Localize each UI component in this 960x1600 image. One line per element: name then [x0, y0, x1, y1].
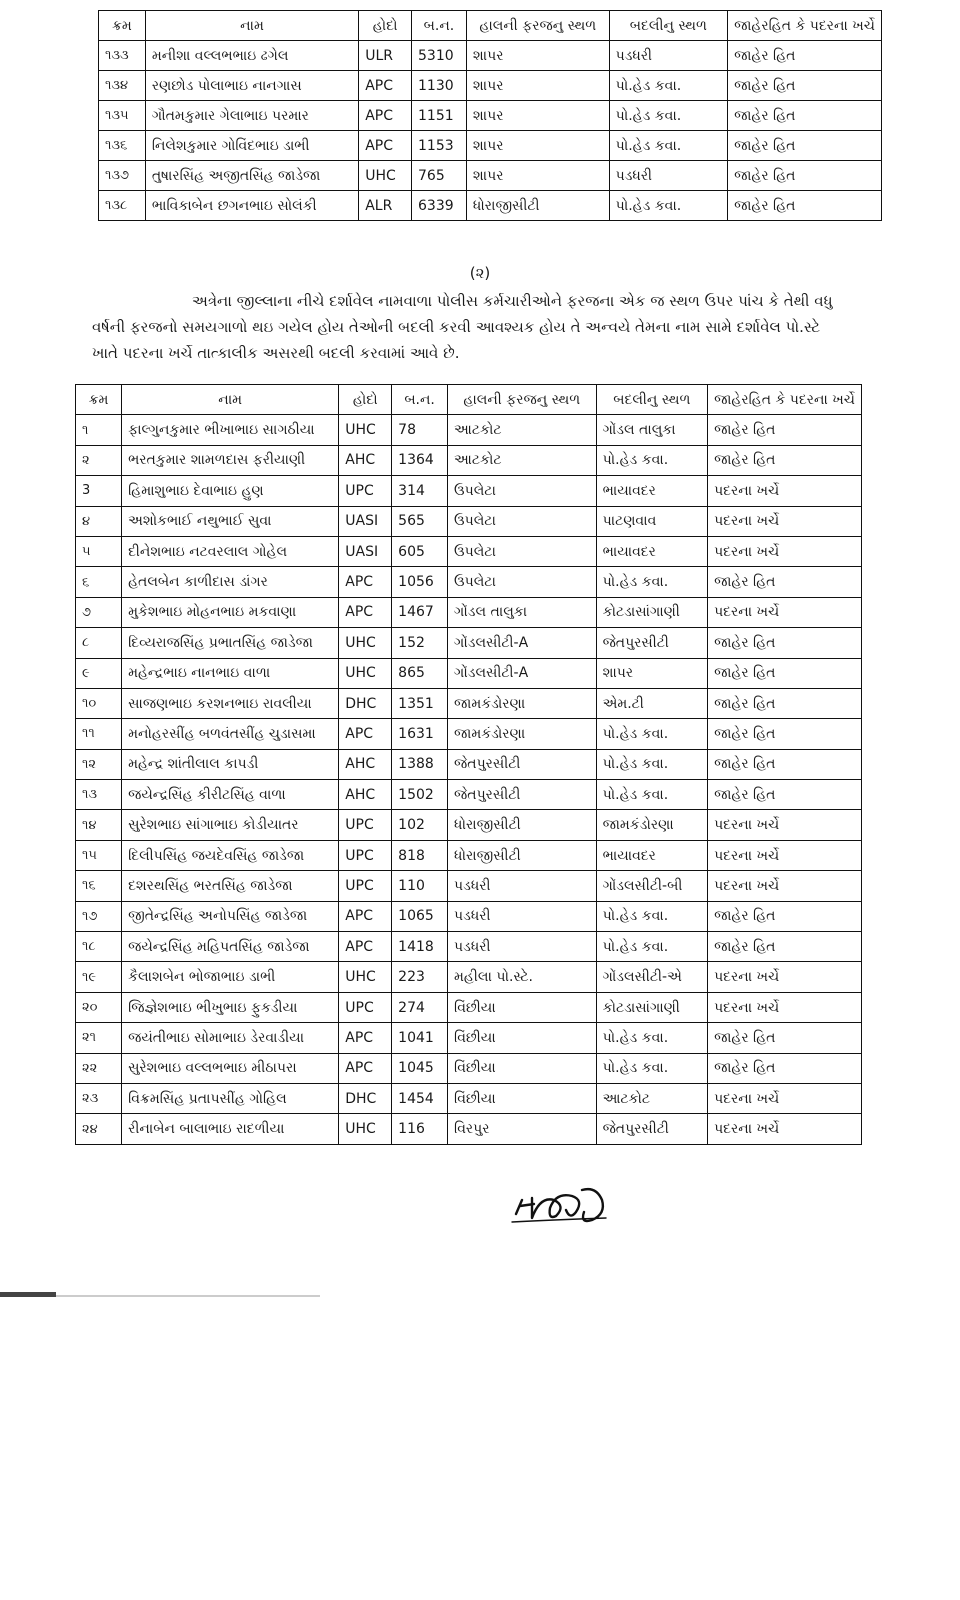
current-posting-cell: પડધરી	[448, 901, 597, 931]
designation-cell: APC	[359, 131, 412, 161]
transfer-type-cell: જાહેર હિત	[708, 688, 862, 718]
transfer-place-cell: ગોંડલસીટી-બી	[596, 871, 708, 901]
serial-cell: ૨	[76, 445, 122, 475]
name-cell: દશરથસિંહ ભરતસિંહ જાડેજા	[122, 871, 339, 901]
table-row	[99, 101, 882, 131]
table-row	[76, 719, 862, 749]
buckle-number-cell: 1388	[392, 749, 448, 779]
designation-cell: UHC	[339, 1114, 392, 1144]
transfer-place-cell: આટકોટ	[596, 1083, 708, 1113]
transfer-type-cell: પદરના ખર્ચે	[708, 1114, 862, 1144]
designation-cell: APC	[339, 1023, 392, 1053]
current-posting-cell: ધોરાજીસીટી	[448, 840, 597, 870]
buckle-number-cell: 223	[392, 962, 448, 992]
name-cell: જયેન્દ્રસિંહ કીરીટસિંહ વાળા	[122, 780, 339, 810]
current-posting-cell: શાપર	[466, 71, 609, 101]
table-header-row	[76, 385, 862, 415]
header-current-posting: હાલની ફરજનુ સ્થળ	[466, 11, 609, 41]
designation-cell: DHC	[339, 1083, 392, 1113]
table-row	[76, 567, 862, 597]
table-row	[76, 597, 862, 627]
table-row	[76, 415, 862, 445]
designation-cell: ALR	[359, 191, 412, 221]
name-cell: ભરતકુમાર શામળદાસ ફરીયાણી	[122, 445, 339, 475]
buckle-number-cell: 102	[392, 810, 448, 840]
designation-cell: APC	[339, 901, 392, 931]
current-posting-cell: ઉપલેટા	[448, 567, 597, 597]
designation-cell: APC	[339, 1053, 392, 1083]
buckle-number-cell: 565	[392, 506, 448, 536]
transfer-type-cell: જાહેર હિત	[708, 658, 862, 688]
name-cell: જયંતીભાઇ સોમાભાઇ ડેરવાડીયા	[122, 1023, 339, 1053]
buckle-number-cell: 1418	[392, 932, 448, 962]
table-row	[99, 191, 882, 221]
table-header-row	[99, 11, 882, 41]
header-current-posting: હાલની ફરજનુ સ્થળ	[448, 385, 597, 415]
table-row	[76, 1053, 862, 1083]
transfer-type-cell: જાહેર હિત	[708, 628, 862, 658]
transfer-type-cell: પદરના ખર્ચે	[708, 962, 862, 992]
name-cell: રણછોડ પોલાભાઇ નાનગાસ	[145, 71, 358, 101]
serial-cell: ૧૨	[76, 749, 122, 779]
serial-cell: ૯	[76, 658, 122, 688]
transfer-type-cell: જાહેર હિત	[728, 41, 882, 71]
table-row	[76, 992, 862, 1022]
transfer-place-cell: પાટણવાવ	[596, 506, 708, 536]
serial-cell: ૧૩૬	[99, 131, 146, 161]
designation-cell: UHC	[339, 962, 392, 992]
serial-cell: ૧૬	[76, 871, 122, 901]
name-cell: રીનાબેન બાલાભાઇ રાદળીયા	[122, 1114, 339, 1144]
serial-cell: ૧૩૫	[99, 101, 146, 131]
table-row	[76, 962, 862, 992]
serial-cell: ૧૩૮	[99, 191, 146, 221]
table-row	[99, 161, 882, 191]
designation-cell: UHC	[339, 658, 392, 688]
buckle-number-cell: 152	[392, 628, 448, 658]
name-cell: ફાલ્ગુનકુમાર ભીખાભાઇ સાગઠીયા	[122, 415, 339, 445]
header-transfer-place: બદલીનુ સ્થળ	[609, 11, 727, 41]
transfer-place-cell: પો.હેડ કવા.	[596, 1053, 708, 1083]
transfer-table	[75, 384, 862, 1145]
buckle-number-cell: 605	[392, 536, 448, 566]
current-posting-cell: ધોરાજીસીટી	[448, 810, 597, 840]
header-designation: હોદો	[339, 385, 392, 415]
designation-cell: APC	[339, 932, 392, 962]
buckle-number-cell: 1130	[412, 71, 467, 101]
table-row	[99, 71, 882, 101]
designation-cell: UASI	[339, 536, 392, 566]
header-transfer-type: જાહેરહિત કે પદરના ખર્ચે	[728, 11, 882, 41]
transfer-type-cell: જાહેર હિત	[708, 932, 862, 962]
current-posting-cell: વિરપુર	[448, 1114, 597, 1144]
buckle-number-cell: 1351	[392, 688, 448, 718]
transfer-place-cell: કોટડાસાંગાણી	[596, 992, 708, 1022]
current-posting-cell: ગોંડલસીટી-A	[448, 658, 597, 688]
current-posting-cell: ગોંડલ તાલુકા	[448, 597, 597, 627]
buckle-number-cell: 274	[392, 992, 448, 1022]
transfer-type-cell: જાહેર હિત	[728, 191, 882, 221]
name-cell: દીનેશભાઇ નટવરલાલ ગોહેલ	[122, 536, 339, 566]
transfer-type-cell: પદરના ખર્ચે	[708, 597, 862, 627]
serial-cell: ૨૧	[76, 1023, 122, 1053]
transfer-place-cell: ગોંડલસીટી-એ	[596, 962, 708, 992]
table-row	[76, 901, 862, 931]
serial-cell: ૧૪	[76, 810, 122, 840]
transfer-type-cell: જાહેર હિત	[708, 901, 862, 931]
buckle-number-cell: 78	[392, 415, 448, 445]
transfer-type-cell: પદરના ખર્ચે	[708, 506, 862, 536]
transfer-place-cell: પો.હેડ કવા.	[596, 749, 708, 779]
table-row	[76, 1114, 862, 1144]
buckle-number-cell: 1151	[412, 101, 467, 131]
serial-cell: ૧	[76, 415, 122, 445]
serial-cell: ૧૧	[76, 719, 122, 749]
name-cell: તુષારસિંહ અજીતસિંહ જાડેજા	[145, 161, 358, 191]
table-row	[76, 840, 862, 870]
serial-cell: ૧૭	[76, 901, 122, 931]
table-row	[76, 780, 862, 810]
current-posting-cell: ગોંડલસીટી-A	[448, 628, 597, 658]
current-posting-cell: વિંછીયા	[448, 1053, 597, 1083]
current-posting-cell: આટકોટ	[448, 445, 597, 475]
designation-cell: UHC	[359, 161, 412, 191]
current-posting-cell: પડધરી	[448, 932, 597, 962]
transfer-place-cell: કોટડાસાંગાણી	[596, 597, 708, 627]
transfer-type-cell: જાહેર હિત	[708, 415, 862, 445]
serial-cell: ૨૦	[76, 992, 122, 1022]
name-cell: સુરેશભાઇ વલ્લભભાઇ મીઠાપરા	[122, 1053, 339, 1083]
table-row	[76, 1083, 862, 1113]
current-posting-cell: વિંછીયા	[448, 1083, 597, 1113]
transfer-place-cell: પો.હેડ કવા.	[596, 932, 708, 962]
name-cell: મુકેશભાઇ મોહનભાઇ મકવાણા	[122, 597, 339, 627]
transfer-place-cell: પો.હેડ કવા.	[596, 567, 708, 597]
current-posting-cell: ઉપલેટા	[448, 506, 597, 536]
table-row	[76, 536, 862, 566]
transfer-place-cell: પડધરી	[609, 161, 727, 191]
header-name: નામ	[145, 11, 358, 41]
buckle-number-cell: 1056	[392, 567, 448, 597]
buckle-number-cell: 1502	[392, 780, 448, 810]
transfer-place-cell: પો.હેડ કવા.	[609, 71, 727, 101]
transfer-type-cell: જાહેર હિત	[708, 780, 862, 810]
transfer-place-cell: પો.હેડ કવા.	[609, 131, 727, 161]
transfer-place-cell: પો.હેડ કવા.	[609, 101, 727, 131]
serial-cell: ૧૩	[76, 780, 122, 810]
designation-cell: APC	[339, 597, 392, 627]
designation-cell: UASI	[339, 506, 392, 536]
designation-cell: AHC	[339, 780, 392, 810]
transfer-place-cell: ગોંડલ તાલુકા	[596, 415, 708, 445]
transfer-type-cell: જાહેર હિત	[708, 749, 862, 779]
header-serial: ક્રમ	[76, 385, 122, 415]
table-row	[76, 628, 862, 658]
page-number: (૨)	[469, 264, 491, 282]
transfer-place-cell: ભાયાવદર	[596, 476, 708, 506]
transfer-type-cell: જાહેર હિત	[728, 131, 882, 161]
transfer-place-cell: પો.હેડ કવા.	[596, 445, 708, 475]
designation-cell: APC	[359, 71, 412, 101]
name-cell: વિક્રમસિંહ પ્રતાપસીંહ ગોહિલ	[122, 1083, 339, 1113]
order-paragraph-line: અત્રેના જીલ્લાના નીચે દર્શાવેલ નામવાળા પોલીસ કર્મચારીઓને ફરજના એક જ સ્થળ ઉપર પાંચ કે તેથી વધુ	[192, 292, 833, 310]
designation-cell: DHC	[339, 688, 392, 718]
name-cell: મહેન્દ્રભાઇ નાનભાઇ વાળા	[122, 658, 339, 688]
name-cell: ગૌતમકુમાર ગેલાભાઇ પરમાર	[145, 101, 358, 131]
name-cell: જિજ્ઞેશભાઇ ભીખુભાઇ ફુકડીયા	[122, 992, 339, 1022]
table-row	[76, 506, 862, 536]
buckle-number-cell: 1454	[392, 1083, 448, 1113]
transfer-place-cell: પો.હેડ કવા.	[596, 719, 708, 749]
transfer-place-cell: પો.હેડ કવા.	[596, 1023, 708, 1053]
header-serial: ક્રમ	[99, 11, 146, 41]
transfer-place-cell: જામકંડોરણા	[596, 810, 708, 840]
current-posting-cell: ઉપલેટા	[448, 476, 597, 506]
transfer-type-cell: પદરના ખર્ચે	[708, 536, 862, 566]
current-posting-cell: મહીલા પો.સ્ટે.	[448, 962, 597, 992]
current-posting-cell: વિંછીયા	[448, 992, 597, 1022]
name-cell: ભાવિકાબેન છગનભાઇ સોલંકી	[145, 191, 358, 221]
signature	[510, 1170, 620, 1230]
designation-cell: UPC	[339, 992, 392, 1022]
table-row	[99, 131, 882, 161]
designation-cell: APC	[359, 101, 412, 131]
transfer-type-cell: જાહેર હિત	[728, 71, 882, 101]
serial-cell: ૧૫	[76, 840, 122, 870]
name-cell: દિલીપસિંહ જયદેવસિંહ જાડેજા	[122, 840, 339, 870]
table-row	[76, 810, 862, 840]
transfer-type-cell: જાહેર હિત	[708, 567, 862, 597]
transfer-place-cell: જેતપુરસીટી	[596, 1114, 708, 1144]
serial-cell: ૭	[76, 597, 122, 627]
serial-cell: ૧૩૪	[99, 71, 146, 101]
serial-cell: ૫	[76, 536, 122, 566]
current-posting-cell: શાપર	[466, 101, 609, 131]
transfer-type-cell: જાહેર હિત	[728, 101, 882, 131]
current-posting-cell: જેતપુરસીટી	[448, 749, 597, 779]
serial-cell: ૨૪	[76, 1114, 122, 1144]
buckle-number-cell: 1041	[392, 1023, 448, 1053]
order-paragraph-line: ખાતે પદરના ખર્ચે તાત્કાલીક અસરથી બદલી કરવામાં આવે છે.	[92, 344, 460, 362]
table-row	[76, 1023, 862, 1053]
designation-cell: AHC	[339, 445, 392, 475]
current-posting-cell: શાપર	[466, 161, 609, 191]
buckle-number-cell: 1045	[392, 1053, 448, 1083]
name-cell: હિમાશુભાઇ દેવાભાઇ હુણ	[122, 476, 339, 506]
designation-cell: AHC	[339, 749, 392, 779]
header-buckle-number: બ.ન.	[412, 11, 467, 41]
transfer-place-cell: જેતપુરસીટી	[596, 628, 708, 658]
name-cell: મનોહરસીંહ બળવંતસીંહ ચુડાસમા	[122, 719, 339, 749]
designation-cell: APC	[339, 567, 392, 597]
current-posting-cell: ધોરાજીસીટી	[466, 191, 609, 221]
header-transfer-type: જાહેરહિત કે પદરના ખર્ચે	[708, 385, 862, 415]
transfer-type-cell: જાહેર હિત	[728, 161, 882, 191]
name-cell: મનીશા વલ્લભભાઇ ઢગેલ	[145, 41, 358, 71]
transfer-place-cell: પડધરી	[609, 41, 727, 71]
designation-cell: UPC	[339, 810, 392, 840]
buckle-number-cell: 1153	[412, 131, 467, 161]
current-posting-cell: જામકંડોરણા	[448, 719, 597, 749]
name-cell: જીતેન્દ્રસિંહ અનોપસિંહ જાડેજા	[122, 901, 339, 931]
transfer-type-cell: જાહેર હિત	[708, 445, 862, 475]
name-cell: હેતલબેન કાળીદાસ ડાંગર	[122, 567, 339, 597]
serial-cell: ૮	[76, 628, 122, 658]
transfer-type-cell: જાહેર હિત	[708, 1053, 862, 1083]
designation-cell: APC	[339, 719, 392, 749]
buckle-number-cell: 1631	[392, 719, 448, 749]
serial-cell: ૧૯	[76, 962, 122, 992]
serial-cell: ૧૦	[76, 688, 122, 718]
table-row	[76, 658, 862, 688]
buckle-number-cell: 116	[392, 1114, 448, 1144]
serial-cell: ૨૩	[76, 1083, 122, 1113]
designation-cell: UPC	[339, 871, 392, 901]
buckle-number-cell: 6339	[412, 191, 467, 221]
buckle-number-cell: 5310	[412, 41, 467, 71]
serial-cell: ૧૩૭	[99, 161, 146, 191]
transfer-type-cell: પદરના ખર્ચે	[708, 1083, 862, 1113]
buckle-number-cell: 314	[392, 476, 448, 506]
name-cell: દિવ્યરાજસિંહ પ્રભાતસિંહ જાડેજા	[122, 628, 339, 658]
table-row	[76, 476, 862, 506]
transfer-place-cell: પો.હેડ કવા.	[609, 191, 727, 221]
current-posting-cell: શાપર	[466, 41, 609, 71]
transfer-table-continued	[98, 10, 882, 221]
designation-cell: UPC	[339, 476, 392, 506]
header-designation: હોદો	[359, 11, 412, 41]
transfer-type-cell: પદરના ખર્ચે	[708, 476, 862, 506]
serial-cell: ૬	[76, 567, 122, 597]
transfer-place-cell: પો.હેડ કવા.	[596, 901, 708, 931]
transfer-place-cell: શાપર	[596, 658, 708, 688]
current-posting-cell: પડધરી	[448, 871, 597, 901]
name-cell: જયેન્દ્રસિંહ મહિપતસિંહ જાડેજા	[122, 932, 339, 962]
transfer-place-cell: પો.હેડ કવા.	[596, 780, 708, 810]
buckle-number-cell: 110	[392, 871, 448, 901]
name-cell: અશોકભાઈ નથુભાઈ સુવા	[122, 506, 339, 536]
transfer-place-cell: ભાયાવદર	[596, 536, 708, 566]
name-cell: સુરેશભાઇ સાંગાભાઇ કોડીયાતર	[122, 810, 339, 840]
transfer-type-cell: જાહેર હિત	[708, 1023, 862, 1053]
designation-cell: UHC	[339, 415, 392, 445]
serial-cell: ૪	[76, 506, 122, 536]
table-row	[76, 688, 862, 718]
transfer-type-cell: પદરના ખર્ચે	[708, 992, 862, 1022]
name-cell: સાજણભાઇ કરશનભાઇ રાવલીયા	[122, 688, 339, 718]
header-transfer-place: બદલીનુ સ્થળ	[596, 385, 708, 415]
buckle-number-cell: 1364	[392, 445, 448, 475]
header-buckle-number: બ.ન.	[392, 385, 448, 415]
table-row	[76, 871, 862, 901]
serial-cell: ૨૨	[76, 1053, 122, 1083]
designation-cell: ULR	[359, 41, 412, 71]
current-posting-cell: આટકોટ	[448, 415, 597, 445]
order-paragraph	[92, 288, 892, 366]
current-posting-cell: જામકંડોરણા	[448, 688, 597, 718]
buckle-number-cell: 1467	[392, 597, 448, 627]
designation-cell: UHC	[339, 628, 392, 658]
buckle-number-cell: 865	[392, 658, 448, 688]
table-row	[76, 749, 862, 779]
current-posting-cell: ઉપલેટા	[448, 536, 597, 566]
table-row	[76, 932, 862, 962]
header-name: નામ	[122, 385, 339, 415]
transfer-type-cell: પદરના ખર્ચે	[708, 810, 862, 840]
serial-cell: ૧૩૩	[99, 41, 146, 71]
serial-cell: ૧૮	[76, 932, 122, 962]
name-cell: મહેન્દ્ર શાંતીલાલ કાપડી	[122, 749, 339, 779]
table-row	[99, 41, 882, 71]
serial-cell: 3	[76, 476, 122, 506]
buckle-number-cell: 765	[412, 161, 467, 191]
current-posting-cell: શાપર	[466, 131, 609, 161]
name-cell: કૈલાશબેન ભોજાભાઇ ડાભી	[122, 962, 339, 992]
transfer-type-cell: પદરના ખર્ચે	[708, 871, 862, 901]
designation-cell: UPC	[339, 840, 392, 870]
current-posting-cell: જેતપુરસીટી	[448, 780, 597, 810]
current-posting-cell: વિંછીયા	[448, 1023, 597, 1053]
name-cell: નિલેશકુમાર ગોવિંદભાઇ ડાભી	[145, 131, 358, 161]
order-paragraph-line: વર્ષની ફરજનો સમયગાળો થઇ ગયેલ હોય તેઓની બદલી કરવી આવશ્યક હોય તે અન્વયે તેમના નામ સામે દર્શાવેલ પો.સ્ટે	[92, 318, 821, 336]
scan-edge-mark	[0, 1288, 320, 1302]
transfer-type-cell: જાહેર હિત	[708, 719, 862, 749]
transfer-place-cell: એમ.ટી	[596, 688, 708, 718]
transfer-place-cell: ભાયાવદર	[596, 840, 708, 870]
transfer-type-cell: પદરના ખર્ચે	[708, 840, 862, 870]
table-row	[76, 445, 862, 475]
buckle-number-cell: 818	[392, 840, 448, 870]
buckle-number-cell: 1065	[392, 901, 448, 931]
